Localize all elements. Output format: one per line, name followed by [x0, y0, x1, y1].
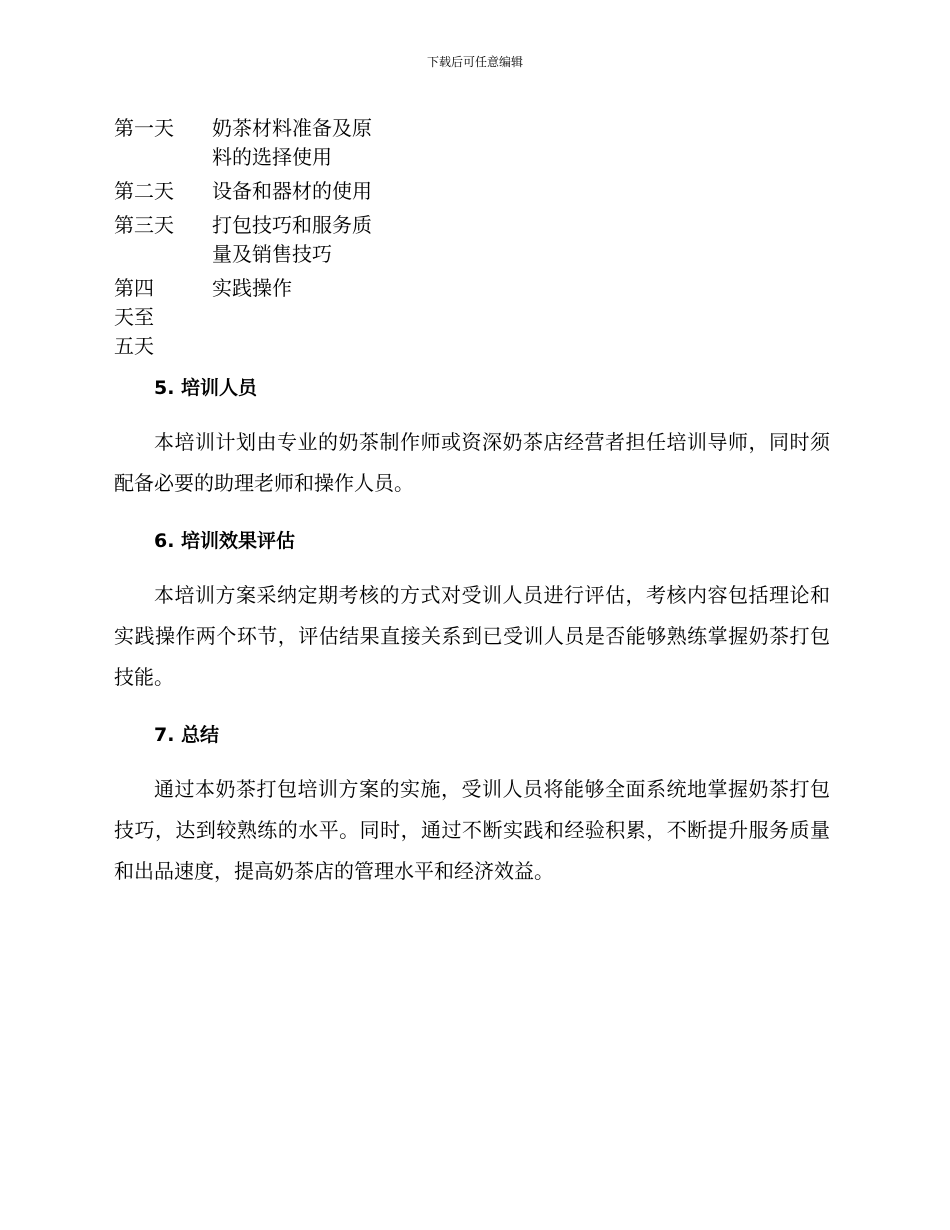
schedule-day: 第一天	[114, 116, 174, 140]
schedule-row	[114, 177, 372, 211]
section-summary	[114, 721, 830, 892]
schedule-row	[114, 114, 372, 177]
section-heading: 6. 培训效果评估	[154, 530, 296, 552]
section-paragraph: 本培训计划由专业的奶茶制作师或资深奶茶店经营者担任培训导师，同时须配备必要的助理老师和操作人员。	[114, 430, 830, 495]
schedule-content: 设备和器材的使用	[212, 179, 372, 203]
schedule-day: 第二天	[114, 179, 174, 203]
schedule-content: 实践操作	[212, 276, 292, 300]
section-heading: 7. 总结	[154, 724, 220, 746]
training-schedule-table	[114, 114, 372, 366]
section-heading: 5. 培训人员	[154, 377, 258, 399]
section-paragraph: 本培训方案采纳定期考核的方式对受训人员进行评估，考核内容包括理论和实践操作两个环节，评估结果直接关系到已受训人员是否能够熟练掌握奶茶打包技能。	[114, 583, 830, 689]
schedule-row	[114, 274, 372, 366]
schedule-row	[114, 211, 372, 274]
schedule-day: 第四天至五天	[114, 276, 154, 358]
schedule-content: 奶茶材料准备及原料的选择使用	[212, 116, 372, 169]
schedule-day: 第三天	[114, 213, 174, 237]
page-header: 下载后可任意编辑	[426, 55, 523, 69]
schedule-content: 打包技巧和服务质量及销售技巧	[212, 213, 372, 266]
section-training-staff	[114, 374, 830, 504]
section-training-evaluation	[114, 527, 830, 698]
section-paragraph: 通过本奶茶打包培训方案的实施，受训人员将能够全面系统地掌握奶茶打包技巧，达到较熟练的水平。同时，通过不断实践和经验积累，不断提升服务质量和出品速度，提高奶茶店的管理水平和经济效益。	[114, 777, 830, 883]
